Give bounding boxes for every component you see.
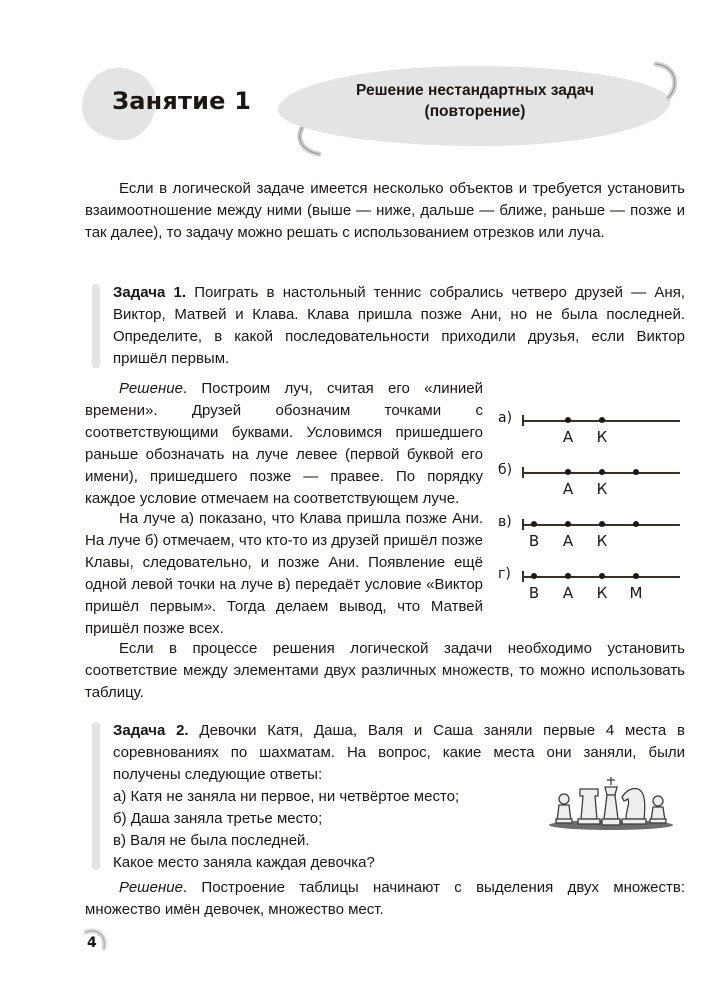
pawn-icon <box>650 796 666 823</box>
ray-point <box>633 521 639 527</box>
task2-answers <box>113 786 533 874</box>
ray-label: а) <box>498 410 513 426</box>
ray-point <box>599 417 605 423</box>
ray-point <box>565 417 571 423</box>
table-intro-paragraph: Если в процессе решения логической задачи необходимо установить соответствие между элементами двух различных множеств, то можно использовать таблицу. <box>85 640 685 701</box>
solution2-paragraph <box>85 877 685 921</box>
ray-origin-tick <box>522 467 524 478</box>
ray-point <box>599 573 605 579</box>
task1-bar <box>92 284 100 368</box>
chess-pieces-illustration <box>548 775 674 835</box>
ray-label: б) <box>498 462 513 478</box>
ray-label: г) <box>498 566 511 582</box>
ray-origin-tick <box>522 519 524 530</box>
page-number: 4 <box>87 935 97 951</box>
ray-point-letter: К <box>596 480 608 498</box>
ray-point <box>565 469 571 475</box>
task2-answer: в) Валя не была последней. <box>113 832 310 849</box>
topic-title <box>290 80 660 122</box>
task2-question: Какое место заняла каждая девочка? <box>113 854 375 871</box>
time-ray <box>498 410 688 460</box>
king-icon <box>602 777 620 825</box>
task2-text: Девочки Катя, Даша, Валя и Саша заняли первые 4 места в соревнованиях по шахматам. На вопрос, какие места они заняли, были получены следующие ответы: <box>113 722 685 783</box>
task2-answer: а) Катя не заняла ни первое, ни четвёртое место; <box>113 788 460 805</box>
rook-icon <box>578 789 600 824</box>
task2-bar <box>92 722 100 870</box>
ray-point <box>633 469 639 475</box>
solution2-text: . Построение таблицы начинают с выделения двух множеств: множество имён девочек, множество мест. <box>85 879 685 918</box>
ray-point-letter: А <box>562 480 574 498</box>
ray-point-letter: В <box>528 532 540 550</box>
ray-point <box>531 573 537 579</box>
ray-point <box>565 521 571 527</box>
intro-paragraph: Если в логической задаче имеется несколько объектов и требуется установить взаимоотношение между ними (выше — ниже, дальше — ближе, раньше — позже и так далее), то задачу можно решать с использованием отрезков или луча. <box>85 180 685 241</box>
ray-point-letter: В <box>528 584 540 602</box>
time-ray <box>498 462 688 512</box>
task2-answer: б) Даша заняла третье место; <box>113 810 323 827</box>
topic-title-line1: Решение нестандартных задач <box>356 82 594 99</box>
solution2-label: Решение <box>119 879 183 896</box>
ray-point <box>599 521 605 527</box>
ray-point-letter: К <box>596 584 608 602</box>
time-rays-diagram <box>498 410 698 620</box>
ray-origin-tick <box>522 571 524 582</box>
ray-origin-tick <box>522 415 524 426</box>
topic-title-line2: (повторение) <box>424 103 526 120</box>
solution1-label: Решение <box>119 380 183 397</box>
ray-point-letter: К <box>596 532 608 550</box>
task1-text: Поиграть в настольный теннис собрались четверо друзей — Аня, Виктор, Матвей и Клава. Клава пришла позже Ани, но не была последней. Определите, в какой последовательности приходили друзья, если Виктор пришёл первым. <box>113 284 685 367</box>
ray-point <box>599 469 605 475</box>
lesson-title: Занятие 1 <box>112 87 252 115</box>
ray-point-letter: А <box>562 428 574 446</box>
ray-point <box>531 521 537 527</box>
task1-label: Задача 1. <box>113 284 187 301</box>
ray-point <box>633 573 639 579</box>
solution1-paragraph2: На луче а) показано, что Клава пришла позже Ани. На луче б) отмечаем, что кто-то из друзей пришёл позже Клавы, следовательно, и позже Ани. Появление ещё одной левой точки на луче в) передаёт условие «Виктор пришёл первым». Тогда делаем вывод, что Матвей пришёл позже всех. <box>85 510 484 637</box>
task1-paragraph <box>113 282 685 370</box>
task2-label: Задача 2. <box>113 722 189 739</box>
solution1-paragraph1 <box>85 378 483 510</box>
time-ray <box>498 566 688 616</box>
pawn-icon <box>556 794 572 823</box>
ray-point-letter: А <box>562 532 574 550</box>
time-ray <box>498 514 688 564</box>
ray-point-letter: К <box>596 428 608 446</box>
ray-point-letter: А <box>562 584 574 602</box>
solution1-text1: . Построим луч, считая его «линией времени». Друзей обозначим точками с соответствующими буквами. Условимся пришедшего раньше обозначать на луче левее (первой буквой его имени), пришедшего позже — правее. По порядку каждое условие отмечаем на соответствующем луче. <box>85 380 483 507</box>
ray-point-letter: М <box>629 584 643 602</box>
ray-point <box>565 573 571 579</box>
knight-icon <box>622 788 646 824</box>
ray-label: в) <box>498 514 512 530</box>
